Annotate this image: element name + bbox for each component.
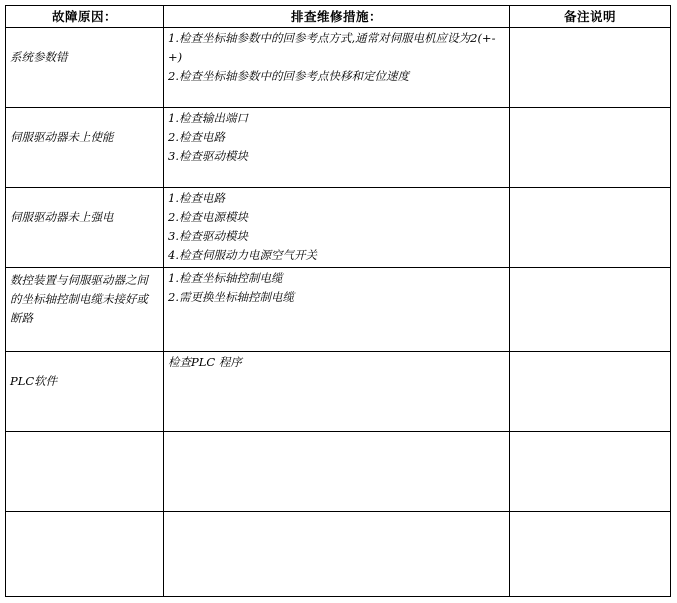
measure-line: 1.检查坐标轴参数中的回参考点方式,通常对伺服电机应设为2(+-+) <box>168 31 496 64</box>
measure-cell <box>164 352 510 432</box>
cause-cell <box>6 432 164 512</box>
note-cell <box>510 352 671 432</box>
measure-cell <box>164 268 510 352</box>
cause-cell <box>6 352 164 432</box>
cause-cell <box>6 28 164 108</box>
cause-cell <box>6 268 164 352</box>
note-cell <box>510 188 671 268</box>
cause-text: 伺服驱动器未上强电 <box>10 210 114 224</box>
cause-text: 系统参数错 <box>10 50 68 64</box>
cause-text: 伺服驱动器未上使能 <box>10 130 114 144</box>
header-row <box>6 6 671 28</box>
cause-cell <box>6 108 164 188</box>
header-note: 备注说明 <box>510 6 671 28</box>
table-row <box>6 28 671 108</box>
note-cell <box>510 268 671 352</box>
table-row <box>6 352 671 432</box>
table-row <box>6 108 671 188</box>
note-cell <box>510 28 671 108</box>
cause-text: PLC软件 <box>10 374 58 388</box>
measure-line: 1.检查坐标轴控制电缆 <box>168 271 283 285</box>
note-cell <box>510 512 671 597</box>
measure-line: 2.检查坐标轴参数中的回参考点快移和定位速度 <box>168 69 409 83</box>
note-cell <box>510 108 671 188</box>
table-row <box>6 268 671 352</box>
measure-line: 2.检查电路 <box>168 130 225 144</box>
note-cell <box>510 432 671 512</box>
measure-line: 检查PLC 程序 <box>168 355 242 369</box>
measure-line: 1.检查输出端口 <box>168 111 248 125</box>
cause-text: 数控装置与伺服驱动器之间的坐标轴控制电缆未接好或断路 <box>10 273 148 325</box>
measure-line: 3.检查驱动模块 <box>168 149 248 163</box>
troubleshooting-table <box>5 5 671 597</box>
measure-line: 1.检查电路 <box>168 191 225 205</box>
table-row-empty <box>6 512 671 597</box>
header-cause: 故障原因： <box>6 6 164 28</box>
measure-cell <box>164 432 510 512</box>
cause-cell <box>6 188 164 268</box>
measure-line: 2.检查电源模块 <box>168 210 248 224</box>
measure-cell <box>164 108 510 188</box>
table-row <box>6 188 671 268</box>
table-row-empty <box>6 432 671 512</box>
measure-cell <box>164 512 510 597</box>
header-measure: 排查维修措施： <box>164 6 510 28</box>
measure-line: 2.需更换坐标轴控制电缆 <box>168 290 294 304</box>
cause-cell <box>6 512 164 597</box>
measure-cell <box>164 28 510 108</box>
measure-cell <box>164 188 510 268</box>
measure-line: 3.检查驱动模块 <box>168 229 248 243</box>
measure-line: 4.检查伺服动力电源空气开关 <box>168 248 317 262</box>
